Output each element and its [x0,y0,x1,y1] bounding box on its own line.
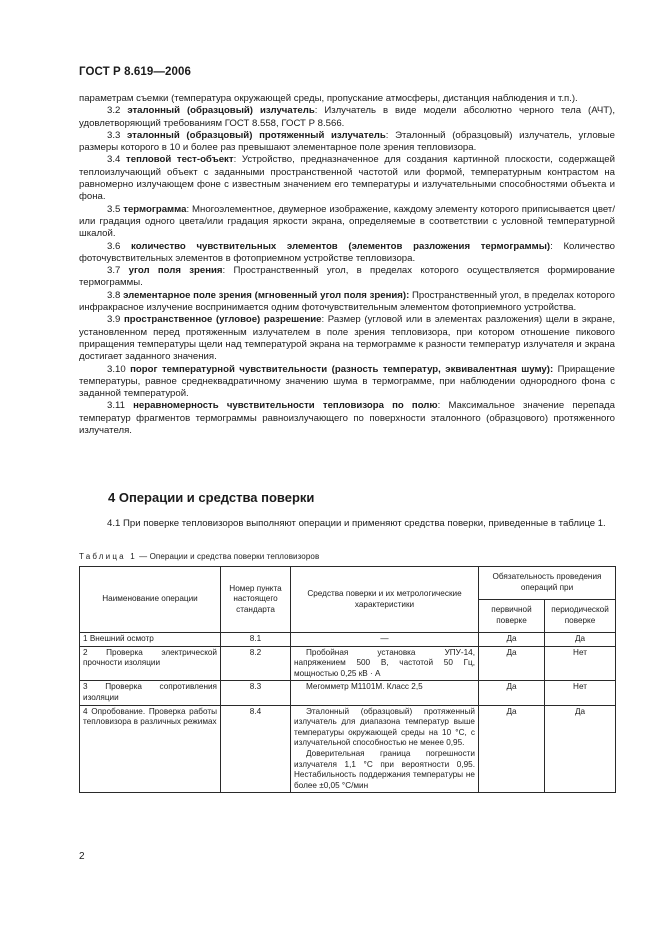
header-primary: первичной поверке [479,600,545,633]
term: термограмма [123,203,187,215]
clause-number: 8.4 [221,705,291,793]
table-body [80,633,616,793]
clause-number: 3.2 [107,105,121,117]
clause-number: 3.8 [107,289,121,301]
definition-paragraph [79,265,615,290]
definition-paragraph [79,241,615,266]
clause-number: 3.6 [107,240,121,252]
table-caption-label: Таблица 1 [79,552,137,561]
definition-paragraph [79,314,615,363]
means-paragraph: Доверительная граница погрешности излучателя 1,1 °С при вероятности 0,95. Нестабильность поддержания температуры не более ±0,05 °С/мин [294,748,475,790]
definition-paragraph [79,364,615,401]
periodic-check: Да [545,705,616,793]
table-caption-text: — Операции и средства поверки тепловизоров [136,552,320,561]
definition: : Эталонный (образцовый) излучатель, угловые размеры которого в 10 и более раз превышают элементарное поле зрения тепловизора. [79,129,615,154]
definition-paragraph [79,154,615,203]
definition: : Пространственный угол, в пределах которого осуществляется формирование термограммы. [79,265,615,289]
clause-number: 8.3 [221,681,291,705]
term: эталонный (образцовый) излучатель [127,105,315,117]
definition: : Максимальное значение перепада температур фрагментов термограммы равноизлучающего по поверхности эталонного (образцового) протяженного излучателя. [79,400,615,437]
term: эталонный (образцовый) протяженный излучатель [127,129,386,141]
table-row [80,705,616,793]
term: количество чувствительных элементов (элементов разложения термограммы) [131,240,551,252]
term: угол поля зрения [128,265,223,277]
verification-means [291,646,479,681]
definition-paragraph [79,400,615,437]
periodic-check: Нет [545,646,616,681]
primary-check: Да [479,681,545,705]
header-verification-means: Средства поверки и их метрологические характеристики [291,567,479,633]
section-paragraph: 4.1 При поверке тепловизоров выполняют операции и применяют средства поверки, приведенные в таблице 1. [107,518,606,529]
definition: : Количество фоточувствительных элементов в фотоприемном устройстве тепловизора. [79,240,615,264]
operation-name: 3 Проверка сопротивления изоляции [80,681,221,705]
table-row [80,633,616,647]
means-paragraph: Мегомметр М1101М. Класс 2,5 [306,682,423,692]
means-paragraph: Пробойная установка УПУ-14, напряжением 500 В, частотой 50 Гц, мощностью 0,25 кВ · А [294,647,475,678]
definition-paragraph [79,290,615,315]
definition: : Многоэлементное, двумерное изображение, каждому элементу которого приписывается цвет/ или градация одного цвета/или градация яркости экрана, определяемые в соответствии с условной температурной шкалой. [79,203,615,240]
definition: параметрам съемки (температура окружающей среды, пропускание атмосферы, дистанция наблюдения и т.п.). [79,93,578,104]
header-clause-number: Номер пункта настоящего стандарта [221,567,291,633]
means-paragraph: — [380,634,389,643]
definition: Пространственный угол, в пределах которого инфракрасное излучение воспринимается одним фоточувствительным элементом фотоприемного устройства. [79,289,616,314]
table-row [80,646,616,681]
definitions-text [79,93,615,437]
clause-number: 3.9 [107,314,121,326]
definition-paragraph [79,105,615,130]
header-operation-name: Наименование операции [80,567,221,633]
term: порог температурной чувствительности (разность температур, эквивалентная шуму): [130,363,554,375]
definition: : Излучатель в виде модели абсолютно черного тела (АЧТ), удовлетворяющий требованиям ГОСТ 8.558, ГОСТ Р 8.566. [79,105,616,129]
verification-means [291,705,479,793]
definition: : Устройство, предназначенное для создания картинной плоскости, содержащей теплоизлучающий объект с заданными пространственной частотой или формой, температурным контрастом на равномерно излучающем фоне с известным значением его температуры и излучательными способностями объекта и фона. [79,154,615,203]
operation-name: 2 Проверка электрической прочности изоляции [80,646,221,681]
page-number: 2 [79,851,85,862]
definition-paragraph [79,204,615,241]
periodic-check: Да [545,633,616,647]
periodic-check: Нет [545,681,616,705]
definition-paragraph [79,130,615,155]
definition: : Размер (угловой или в элементах разложения) щели в экране, установленном перед протяженным излучателем в поле зрения тепловизора, при котором отношение пикового приращения температуры щели над температурой экрана на термограмме к разности температур излучателя и экрана достигает заданного значения. [79,314,615,363]
clause-number: 3.11 [107,400,125,412]
operation-name: 4 Опробование. Проверка работы тепловизора в различных режимах [80,705,221,793]
primary-check: Да [479,646,545,681]
operations-table [79,566,616,793]
clause-number: 8.2 [221,646,291,681]
header-periodic: периодической поверке [545,600,616,633]
primary-check: Да [479,705,545,793]
clause-number: 3.10 [107,363,126,375]
term: элементарное поле зрения (мгновенный угол поля зрения): [123,289,410,301]
clause-number: 3.4 [107,154,121,166]
verification-means [291,681,479,705]
primary-check: Да [479,633,545,647]
clause-number: 3.5 [107,203,121,215]
table-row [80,681,616,705]
document-header: ГОСТ Р 8.619—2006 [79,66,191,78]
term: пространственное (угловое) разрешение [123,314,322,326]
means-paragraph: Эталонный (образцовый) протяженный излучатель для диапазона температур выше температуры окружающей среды на 10 °С, с излучательной способностью не менее 0,95. [294,706,475,748]
definition-paragraph [79,93,615,105]
definition: Приращение температуры, равное среднеквадратичному значению шума в термограмме, при наблюдении однородного фона с заданной температурой. [79,363,615,400]
operation-name: 1 Внешний осмотр [80,633,221,647]
section-title: 4 Операции и средства поверки [108,490,315,505]
term: неравномерность чувствительности тепловизора по полю [133,400,438,412]
header-mandatory: Обязательность проведения операций при [479,567,616,600]
term: тепловой тест-объект [126,154,234,166]
clause-number: 3.3 [107,129,121,141]
table-caption [79,552,319,561]
clause-number: 8.1 [221,633,291,647]
clause-number: 3.7 [107,265,121,277]
verification-means [291,633,479,647]
